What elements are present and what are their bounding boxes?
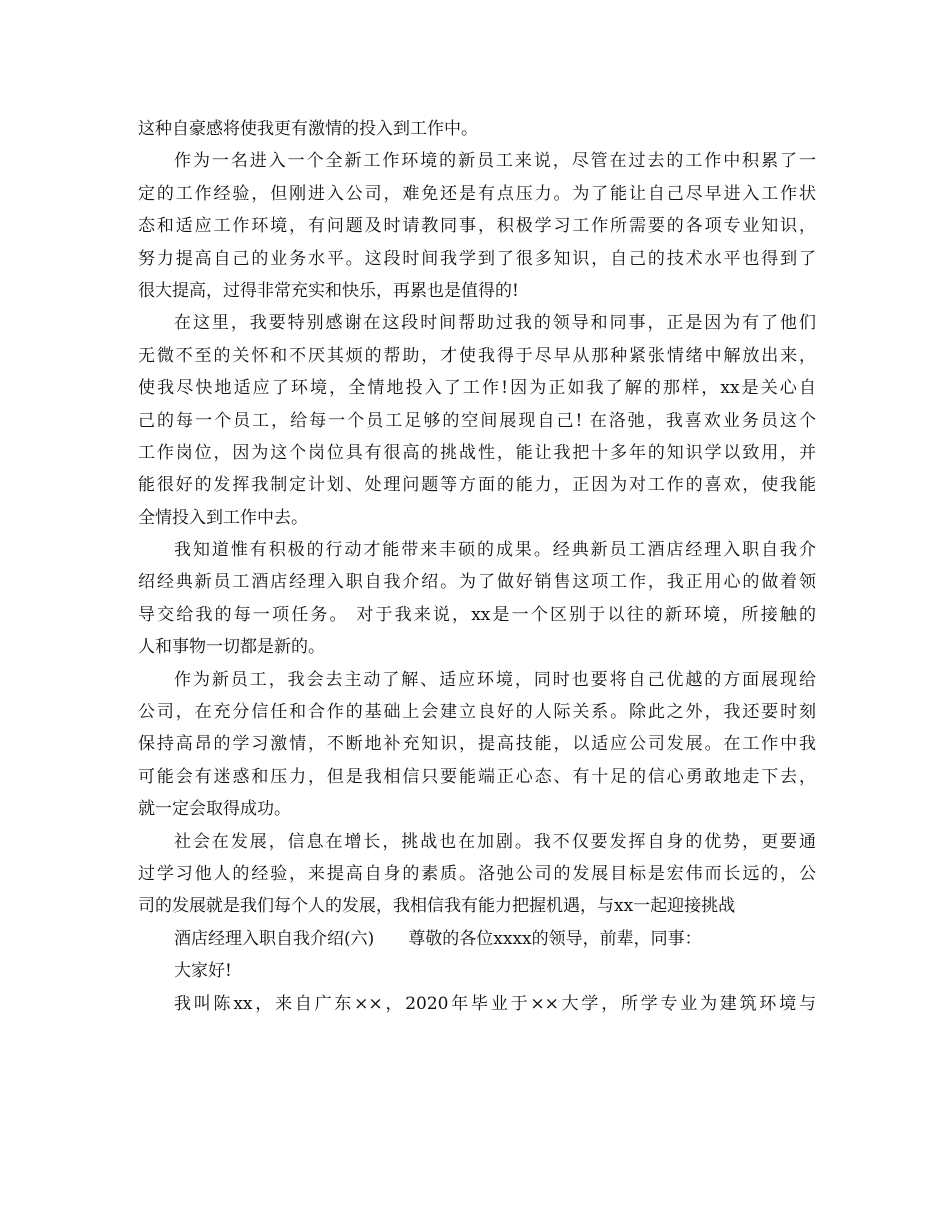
text-line: 导交给我的每一项任务。 对于我来说，xx是一个区别于以往的新环境，所接触的 bbox=[138, 604, 816, 625]
document-body bbox=[138, 113, 816, 1020]
text-line: 工作岗位，因为这个岗位具有很高的挑战性，能让我把十多年的知识学以致用，并 bbox=[138, 442, 816, 463]
text-line: 己的每一个员工，给每一个员工足够的空间展现自己! 在洛弛，我喜欢业务员这个 bbox=[138, 410, 816, 431]
text-line: 态和适应工作环境，有问题及时请教同事，积极学习工作所需要的各项专业知识， bbox=[138, 216, 816, 237]
text-line: 可能会有迷惑和压力，但是我相信只要能端正心态、有十足的信心勇敢地走下去， bbox=[138, 766, 816, 787]
text-line: 这种自豪感将使我更有激情的投入到工作中。 bbox=[138, 119, 478, 139]
text-line: 就一定会取得成功。 bbox=[138, 799, 291, 820]
text-line: 绍经典新员工酒店经理入职自我介绍。为了做好销售这项工作，我正用心的做着领 bbox=[138, 572, 816, 593]
text-line: 我知道惟有积极的行动才能带来丰硕的成果。经典新员工酒店经理入职自我介 bbox=[174, 540, 816, 561]
text-line: 作为新员工，我会去主动了解、适应环境，同时也要将自己优越的方面展现给 bbox=[174, 669, 816, 690]
text-line: 很大提高，过得非常充实和快乐，再累也是值得的! bbox=[138, 280, 519, 301]
text-line: 使我尽快地适应了环境，全情地投入了工作!因为正如我了解的那样，xx是关心自 bbox=[138, 378, 816, 399]
text-line: 我叫陈xx，来自广东××，2020年毕业于××大学，所学专业为建筑环境与 bbox=[174, 993, 816, 1014]
text-line: 全情投入到工作中去。 bbox=[138, 507, 308, 528]
text-line: 在这里，我要特别感谢在这段时间帮助过我的领导和同事，正是因为有了他们 bbox=[174, 313, 816, 334]
text-line: 努力提高自己的业务水平。这段时间我学到了很多知识，自己的技术水平也得到了 bbox=[138, 248, 816, 269]
text-line: 人和事物一切都是新的。 bbox=[138, 637, 325, 658]
text-line: 公司，在充分信任和合作的基础上会建立良好的人际关系。除此之外，我还要时刻 bbox=[138, 702, 816, 723]
text-line: 大家好! bbox=[174, 961, 232, 982]
text-line: 无微不至的关怀和不厌其烦的帮助，才使我得于尽早从那种紧张情绪中解放出来， bbox=[138, 345, 816, 366]
text-line: 作为一名进入一个全新工作环境的新员工来说，尽管在过去的工作中积累了一 bbox=[174, 151, 816, 172]
text-line: 司的发展就是我们每个人的发展，我相信我有能力把握机遇，与xx一起迎接挑战 bbox=[138, 896, 736, 917]
text-line: 社会在发展，信息在增长，挑战也在加剧。我不仅要发挥自身的优势，更要通 bbox=[174, 831, 816, 852]
text-line: 酒店经理入职自我介绍(六) 尊敬的各位xxxx的领导，前辈，同事： bbox=[174, 928, 702, 949]
text-line: 定的工作经验，但刚进入公司，难免还是有点压力。为了能让自己尽早进入工作状 bbox=[138, 183, 816, 204]
text-line: 过学习他人的经验，来提高自身的素质。洛弛公司的发展目标是宏伟而长远的，公 bbox=[138, 863, 816, 884]
text-line: 保持高昂的学习激情，不断地补充知识，提高技能，以适应公司发展。在工作中我 bbox=[138, 734, 816, 755]
text-line: 能很好的发挥我制定计划、处理问题等方面的能力，正因为对工作的喜欢，使我能 bbox=[138, 475, 816, 496]
